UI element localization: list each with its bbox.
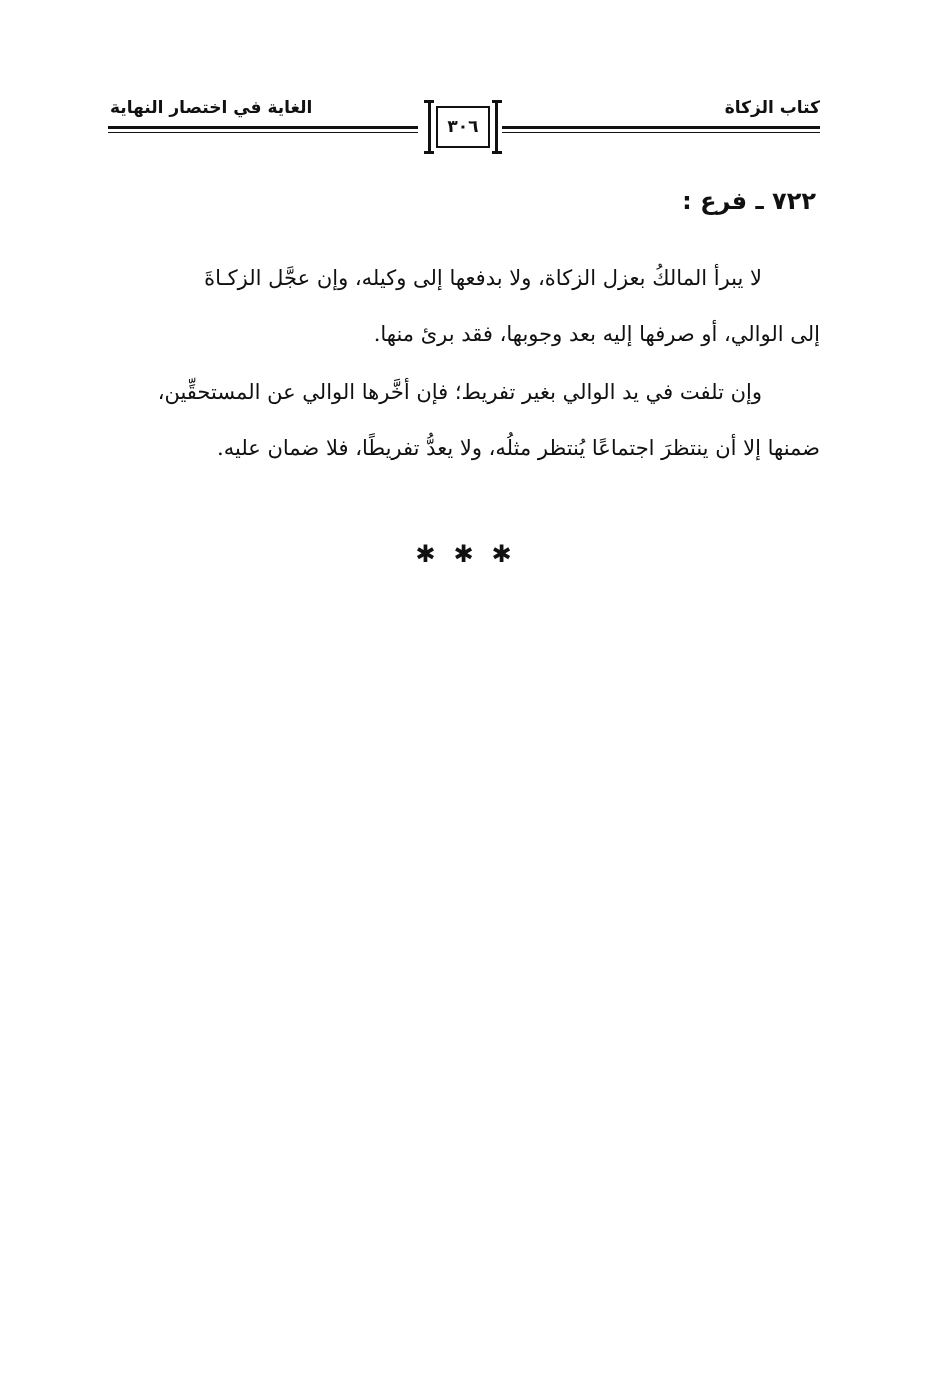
page-number: ٣٠٦ [436, 106, 490, 148]
paragraph-2 [112, 364, 820, 476]
page-body [112, 176, 820, 478]
paragraph-2-rest: ضمنها إلا أن ينتظرَ اجتماعًا يُنتظر مثلُه، ولا يعدُّ تفريطًا، فلا ضمان عليه. [217, 436, 820, 460]
page-header [108, 96, 820, 160]
paragraph-1 [112, 250, 820, 362]
section-heading: ٧٢٢ ـ فرع : [682, 187, 816, 215]
book-title: الغاية في اختصار النهاية [110, 98, 313, 118]
paragraph-1-line-1: لا يبرأ المالكُ بعزل الزكاة، ولا بدفعها إلى وكيله، وإن عجَّل الزكـاةَ [204, 266, 762, 290]
chapter-title: كتاب الزكاة [724, 98, 820, 118]
paragraph-2-line-1: وإن تلفت في يد الوالي بغير تفريط؛ فإن أخَّرها الوالي عن المستحقِّين، [157, 380, 762, 404]
paragraph-1-rest: إلى الوالي، أو صرفها إليه بعد وجوبها، فقد برئ منها. [373, 322, 820, 346]
section-separator-stars: ✱✱✱ [415, 540, 530, 568]
page-number-frame [422, 100, 504, 154]
